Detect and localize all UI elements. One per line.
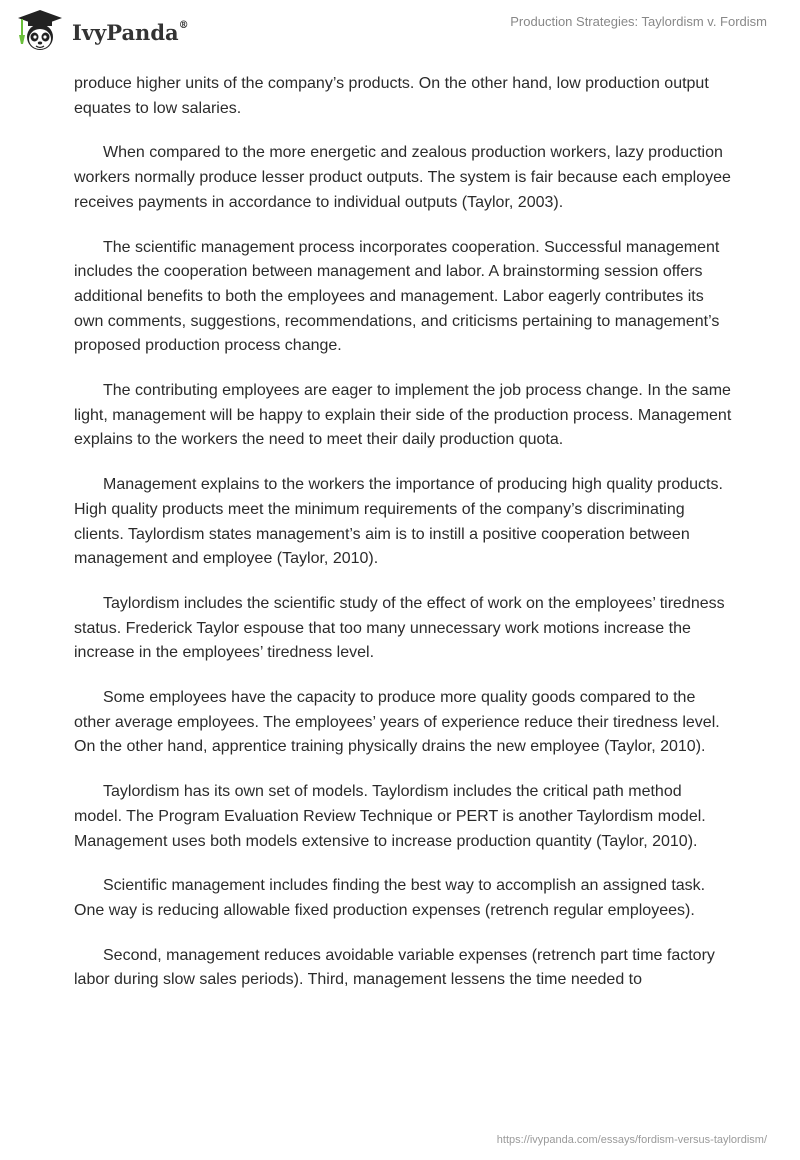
paragraph: Management explains to the workers the importance of producing high quality products. High quality products meet the minimum requirements of the company’s discriminating clients. Taylordism states management’s aim is to instill a positive cooperation between management and employee (Taylor, 2010). [74, 476, 723, 568]
paragraph: Second, management reduces avoidable variable expenses (retrench part time factory labor during slow sales periods). Third, management lessens the time needed to [74, 946, 715, 989]
paragraph: Taylordism has its own set of models. Taylordism includes the critical path method model. The Program Evaluation Review Technique or PERT is another Taylordism model. Management uses both models extensive to increase production quantity (Taylor, 2010). [74, 783, 706, 850]
essay-body [74, 72, 734, 1013]
paragraph: produce higher units of the company’s products. On the other hand, low production output equates to low salaries. [74, 75, 709, 117]
paragraph: The contributing employees are eager to implement the job process change. In the same light, management will be happy to explain their side of the production process. Management explains to the workers the need to meet their daily production quota. [74, 382, 732, 449]
paragraph: The scientific management process incorporates cooperation. Successful management includes the cooperation between management and labor. A brainstorming session offers additional benefits to both the employees and management. Labor eagerly contributes its own comments, suggestions, recommendations, and criticisms pertaining to management’s proposed production process change. [74, 238, 720, 355]
brand-name: IvyPanda® [72, 19, 189, 45]
paragraph: Taylordism includes the scientific study of the effect of work on the employees’ tiredness status. Frederick Taylor espouse that too many unnecessary work motions increase the increase in the employees’ tiredness level. [74, 594, 725, 662]
registered-mark: ® [178, 19, 189, 31]
document-title: Production Strategies: Taylordism v. Fordism [510, 14, 767, 29]
brand-logo[interactable] [14, 8, 189, 52]
panda-graduate-icon [14, 8, 66, 52]
page-header [0, 0, 800, 60]
source-url-link[interactable]: https://ivypanda.com/essays/fordism-versus-taylordism/ [496, 1134, 767, 1146]
paragraph: When compared to the more energetic and zealous production workers, lazy production workers normally produce lesser product outputs. The system is fair because each employee receives payments in accordance to individual outputs (Taylor, 2003). [74, 144, 731, 211]
paragraph: Some employees have the capacity to produce more quality goods compared to the other average employees. The employees’ years of experience reduce their tiredness level. On the other hand, apprentice training physically drains the new employee (Taylor, 2010). [74, 689, 720, 756]
paragraph: Scientific management includes finding the best way to accomplish an assigned task. One way is reducing allowable fixed production expenses (retrench regular employees). [74, 877, 706, 919]
